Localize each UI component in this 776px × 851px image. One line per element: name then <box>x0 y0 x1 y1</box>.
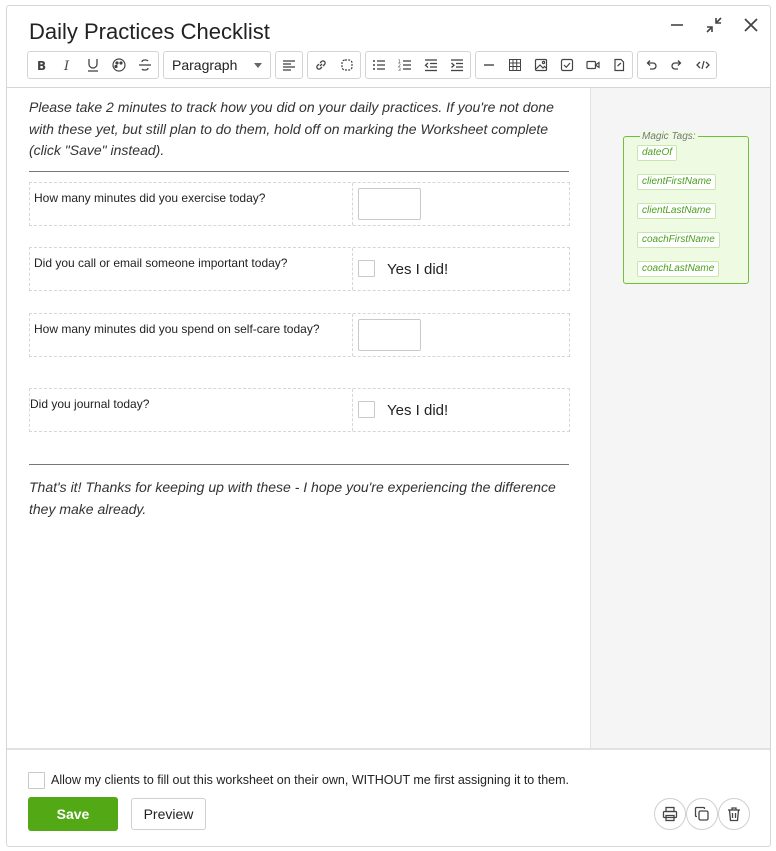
answer-cell <box>353 389 569 431</box>
indent-icon[interactable] <box>444 52 470 78</box>
call-email-checkbox[interactable] <box>358 260 375 277</box>
trash-icon <box>726 806 742 822</box>
answer-cell <box>353 248 569 290</box>
strikethrough-icon[interactable] <box>132 52 158 78</box>
magic-tag-coachfirstname[interactable]: coachFirstName <box>637 232 720 248</box>
paragraph-format-value: Paragraph <box>172 57 238 73</box>
self-care-minutes-input[interactable] <box>358 319 421 351</box>
journal-checkbox[interactable] <box>358 401 375 418</box>
answer-cell <box>353 183 569 225</box>
allow-self-fill-checkbox[interactable] <box>28 772 45 789</box>
svg-text:2: 2 <box>398 64 401 69</box>
magic-tags-legend: Magic Tags: <box>642 131 696 142</box>
unlink-icon[interactable] <box>334 52 360 78</box>
svg-text:1: 1 <box>398 60 401 65</box>
question-row <box>29 182 570 226</box>
chevron-down-icon <box>254 63 262 68</box>
video-icon[interactable] <box>580 52 606 78</box>
bullet-list-icon[interactable] <box>366 52 392 78</box>
text-color-icon[interactable] <box>106 52 132 78</box>
text-style-group <box>27 51 159 79</box>
outdent-icon[interactable] <box>418 52 444 78</box>
answer-cell <box>353 314 569 356</box>
outro-text[interactable]: That's it! Thanks for keeping up with these - I hope you're experiencing the difference they make already. <box>29 479 556 517</box>
list-group <box>365 51 471 79</box>
print-icon <box>662 806 678 822</box>
divider-top <box>29 171 569 172</box>
print-button[interactable] <box>654 798 686 830</box>
allow-self-fill-label: Allow my clients to fill out this worksheet on their own, WITHOUT me first assigning it to them. <box>51 773 569 787</box>
preview-button[interactable]: Preview <box>131 798 206 830</box>
save-button[interactable]: Save <box>28 797 118 831</box>
undo-icon[interactable] <box>638 52 664 78</box>
delete-button[interactable] <box>718 798 750 830</box>
exercise-minutes-input[interactable] <box>358 188 421 220</box>
link-icon[interactable] <box>308 52 334 78</box>
close-icon[interactable] <box>740 14 762 36</box>
checkbox-label: Yes I did! <box>387 261 449 278</box>
divider-bottom <box>29 464 569 465</box>
horizontal-rule-icon[interactable] <box>476 52 502 78</box>
magic-tag-dateof[interactable]: dateOf <box>637 145 677 161</box>
magic-tags-box <box>623 131 749 284</box>
duplicate-button[interactable] <box>686 798 718 830</box>
file-icon[interactable] <box>606 52 632 78</box>
magic-tag-clientfirstname[interactable]: clientFirstName <box>637 174 716 190</box>
editor-toolbar <box>27 51 717 79</box>
collapse-icon[interactable] <box>703 14 725 36</box>
question-row <box>29 388 570 432</box>
question-label: Did you call or email someone important today? <box>30 248 353 290</box>
page-title: Daily Practices Checklist <box>29 19 270 44</box>
copy-icon <box>694 806 710 822</box>
question-row <box>29 313 570 357</box>
underline-icon[interactable] <box>80 52 106 78</box>
italic-icon[interactable] <box>54 52 80 78</box>
checkbox-icon[interactable] <box>554 52 580 78</box>
question-row <box>29 247 570 291</box>
link-group <box>307 51 361 79</box>
magic-tag-coachlastname[interactable]: coachLastName <box>637 261 719 277</box>
paragraph-format-select[interactable] <box>163 51 271 79</box>
redo-icon[interactable] <box>664 52 690 78</box>
bold-icon[interactable] <box>28 52 54 78</box>
intro-text[interactable]: Please take 2 minutes to track how you did on your daily practices. If you're not done with these yet, but still plan to do them, hold off on marking the Worksheet complete (click "Save" instead). <box>29 99 554 158</box>
table-icon[interactable] <box>502 52 528 78</box>
align-left-icon[interactable] <box>276 52 302 78</box>
magic-tag-clientlastname[interactable]: clientLastName <box>637 203 716 219</box>
image-icon[interactable] <box>528 52 554 78</box>
worksheet-modal <box>6 5 771 847</box>
minimize-icon[interactable] <box>666 14 688 36</box>
magic-tags-panel <box>590 88 770 748</box>
svg-text:B: B <box>37 59 47 72</box>
numbered-list-icon[interactable] <box>392 52 418 78</box>
svg-text:3: 3 <box>398 68 401 72</box>
footer-divider <box>7 748 770 750</box>
history-group <box>637 51 717 79</box>
question-label: How many minutes did you spend on self-care today? <box>30 314 353 356</box>
insert-group <box>475 51 633 79</box>
svg-text:I: I <box>64 59 70 72</box>
align-group <box>275 51 303 79</box>
question-label: Did you journal today? <box>30 389 353 431</box>
source-code-icon[interactable] <box>690 52 716 78</box>
question-label: How many minutes did you exercise today? <box>30 183 353 225</box>
checkbox-label: Yes I did! <box>387 402 449 419</box>
